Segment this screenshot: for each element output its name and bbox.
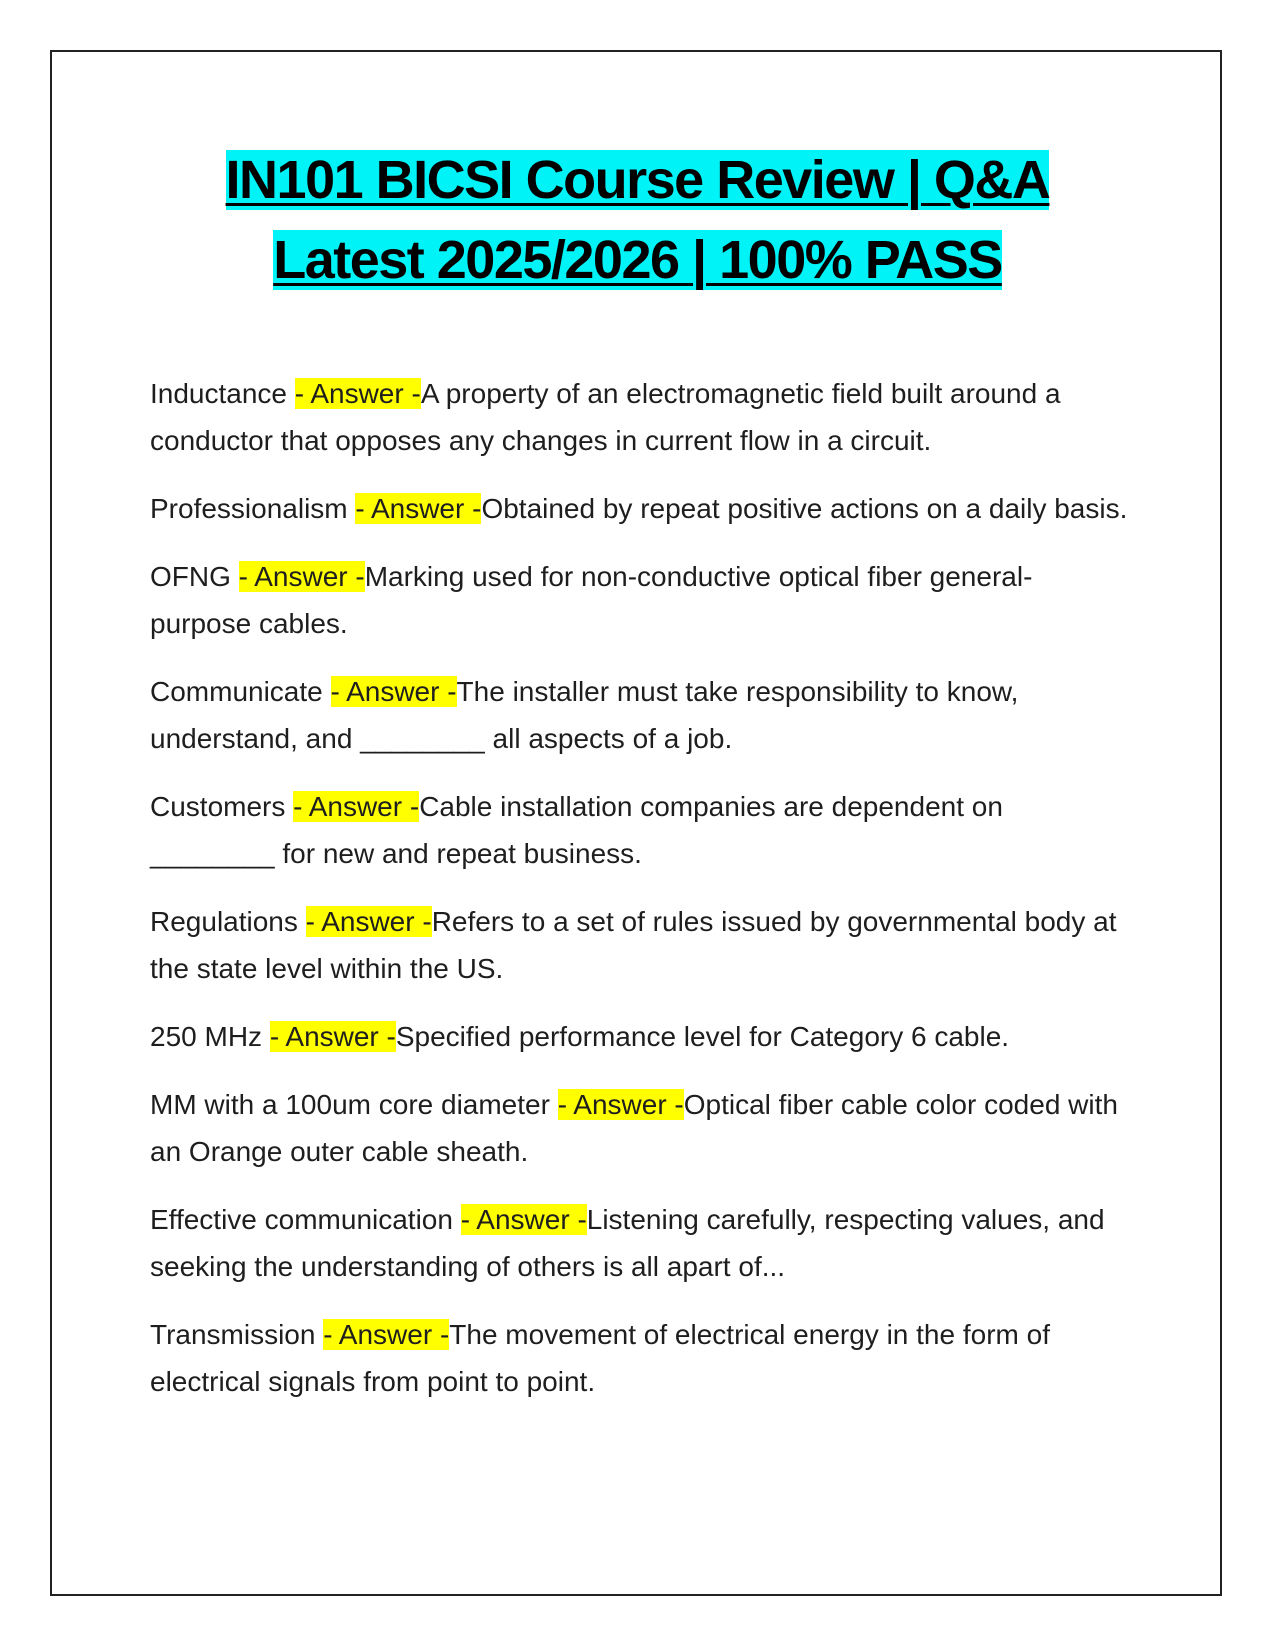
answer-marker: - Answer - (294, 378, 421, 409)
qa-definition: The movement of electrical energy in the form of electrical signals from point to point. (150, 1319, 1050, 1397)
answer-marker: - Answer - (460, 1204, 587, 1235)
qa-term: Transmission (150, 1319, 324, 1350)
qa-term: 250 MHz (150, 1021, 270, 1052)
qa-definition: Optical fiber cable color coded with an Orange outer cable sheath. (150, 1089, 1118, 1167)
qa-definition: A property of an electromagnetic field built around a conductor that opposes any changes in current flow in a circuit. (150, 378, 1061, 456)
qa-definition: Refers to a set of rules issued by governmental body at the state level within the US. (150, 906, 1117, 984)
qa-item (150, 1311, 1130, 1405)
page-title (60, 140, 1215, 300)
qa-term: Professionalism (150, 493, 356, 524)
answer-marker: - Answer - (293, 791, 420, 822)
qa-item (150, 370, 1130, 464)
answer-marker: - Answer - (557, 1089, 684, 1120)
qa-term: MM with a 100um core diameter (150, 1089, 558, 1120)
qa-definition: Specified performance level for Category 6 cable. (395, 1021, 1010, 1052)
title-line-1: IN101 BICSI Course Review | Q&A (225, 150, 1050, 210)
qa-list (150, 370, 1130, 1426)
answer-marker: - Answer - (330, 676, 457, 707)
answer-marker: - Answer - (305, 906, 432, 937)
qa-item (150, 783, 1130, 877)
answer-marker: - Answer - (238, 561, 365, 592)
qa-definition: The installer must take responsibility to know, understand, and ________ all aspects of a job. (150, 676, 1019, 754)
qa-item (150, 668, 1130, 762)
qa-definition: Obtained by repeat positive actions on a daily basis. (481, 493, 1128, 524)
qa-item (150, 485, 1130, 532)
qa-term: Effective communication (150, 1204, 461, 1235)
qa-definition: Listening carefully, respecting values, and seeking the understanding of others is all apart of... (150, 1204, 1105, 1282)
qa-term: Inductance (150, 378, 295, 409)
qa-item (150, 1081, 1130, 1175)
qa-term: OFNG (150, 561, 239, 592)
qa-item (150, 898, 1130, 992)
qa-item (150, 553, 1130, 647)
qa-definition: Marking used for non-conductive optical fiber general-purpose cables. (150, 561, 1033, 639)
answer-marker: - Answer - (269, 1021, 396, 1052)
title-line-2: Latest 2025/2026 | 100% PASS (273, 230, 1002, 290)
qa-definition: Cable installation companies are dependent on ________ for new and repeat business. (150, 791, 1003, 869)
answer-marker: - Answer - (323, 1319, 450, 1350)
qa-item (150, 1013, 1130, 1060)
qa-item (150, 1196, 1130, 1290)
qa-term: Customers (150, 791, 294, 822)
qa-term: Regulations (150, 906, 306, 937)
qa-term: Communicate (150, 676, 331, 707)
answer-marker: - Answer - (355, 493, 482, 524)
